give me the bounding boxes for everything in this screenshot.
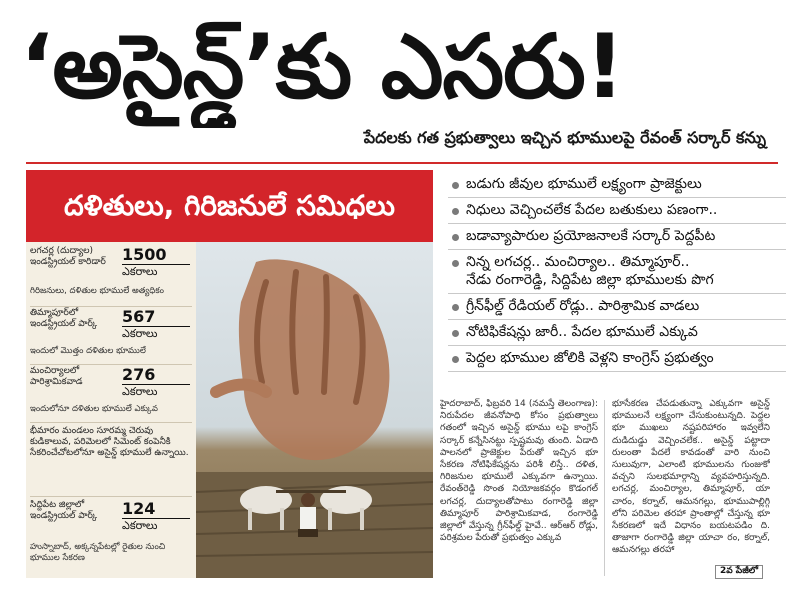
- bullet-item: పెద్దల భూముల జోలికి వెళ్లని కాంగ్రెస్ ప్రభుత్వం: [448, 346, 786, 372]
- stat-unit: ఎకరాలు: [122, 264, 190, 279]
- subheadline: పేదలకు గత ప్రభుత్వాలు ఇచ్చిన భూములపై రేవంత్ సర్కార్ కన్ను: [363, 128, 766, 147]
- bullet-item: బడావ్యాపారుల ప్రయోజనాలకే సర్కార్ పెద్దపీట: [448, 224, 786, 250]
- bullet-dot-icon: [452, 234, 459, 241]
- stat-number: 567: [122, 307, 156, 326]
- stat-siddipet: [30, 500, 192, 574]
- body-column-2: భూసేకరణ చేపడుతున్నా ఎక్కువగా అసైన్డ్ భూములనే లక్ష్యంగా చేసుకుంటున్నది. పెద్దల భూ ముఖలు నష్టపరిహారం ఇవ్వలేని దుడిదుడ్డు వెచ్చించలేక.. అసైన్డ్ పట్టాదా రులంతా పేదలే కావడంతో వారి నుంచి సులువుగా, ఎలాంటి భూములను గుంజుకో వచ్చని సులభమార్గాన్ని వ్యవహరిస్తున్నది. లగచర్ల, మంచిర్యాల, తిమ్మాపూర్, యా చారం, కర్నాల్, ఆమనగల్లు, భూముపాల్లిగ్గి లోని పరిమెల తరహా ప్రాంతాల్లో చేస్తున్న భూ సేకరణలో ఇదే విధానం బయటపడిం ది. తాజాగా రంగారెడ్డి జిల్లా యాచా రం, కర్నాల్, ఆమనగల్లు తరహా: [612, 399, 770, 556]
- stat-label: లగచర్ల (దుద్యాల) ఇండస్ట్రియల్ కారిడార్: [30, 246, 106, 267]
- bullet-dot-icon: [452, 356, 459, 363]
- bullet-dot-icon: [452, 304, 459, 311]
- stat-number: 124: [122, 499, 156, 518]
- bullet-item: గ్రీన్‌ఫీల్డ్ రేడియల్ రోడ్లు.. పారిశ్రామిక వాడలు: [448, 294, 786, 320]
- stat-footnote: గిరిజనులు, దళితుల భూములే అత్యధికం: [30, 286, 164, 296]
- stat-number: 1500: [122, 245, 167, 264]
- stat-timmapur: [30, 308, 192, 365]
- stat-number: 276: [122, 365, 156, 384]
- bullet-item: బడుగు జీవుల భూములే లక్ష్యంగా ప్రాజెక్టులు: [448, 172, 786, 198]
- stat-label: సిద్దిపేట జిల్లాలో ఇండస్ట్రియల్ పార్క్: [30, 500, 98, 521]
- infographic-panel: [26, 170, 433, 578]
- stats-column: [26, 242, 196, 578]
- stat-label: తిమ్మాపూర్‌లో ఇండస్ట్రియల్ పార్క్: [30, 308, 98, 329]
- stat-footnote: ఇందులోనూ దళితుల భూములే ఎక్కువ: [30, 404, 158, 414]
- continued-on-page-2[interactable]: 2వ పేజీలో: [715, 565, 763, 579]
- body-column-1: హైదరాబాద్, ఫిబ్రవరి 14 (నమస్తే తెలంగాణ): నిరుపేదల జీవనోపాధి కోసం ప్రభుత్వాలు గతంలో ఇచ్చిన అసైన్డ్ భూము లపై కాంగ్రెస్ సర్కార్ కన్నేసినట్టు స్పష్టమవు తుంది. ఏడాది పాలనలో ప్రాజెక్టుల పేరుతో ఇచ్చిన భూ సేకరణ నోటిఫికేషన్లను పరిశీ లిస్తే.. దళిత, గిరిజనుల భూములే ఎక్కువగా ఉన్నాయి. రేవంత్‌రెడ్డి సొంత నియోజకవర్గం కొడంగల్ లగచర్ల, దుద్యాలతోపాటు రంగారెడ్డి జిల్లా తిమ్మాపూర్ పారిశ్రామికవాడ, రంగారెడ్డి జిల్లాలో వేస్తున్న గ్రీన్‌ఫీల్డ్ హైవే.. ఆర్ఆర్ రోడ్లు, పరిశ్రమల పేరుతో ప్రభుత్వం ఎక్కువ: [440, 399, 598, 544]
- hand-over-farmer-illustration: [196, 242, 433, 578]
- stat-unit: ఎకరాలు: [122, 384, 190, 399]
- stat-footnote: ఇందులో మొత్తం దళితుల భూములే: [30, 346, 146, 356]
- headline: ‘అసైన్డ్’కు ఎసరు!: [20, 15, 624, 118]
- bullet-item: నోటిఫికేషన్లు జారీ.. పేదల భూములే ఎక్కువ: [448, 320, 786, 346]
- stat-mancherial: [30, 366, 192, 423]
- stat-unit: ఎకరాలు: [122, 326, 190, 341]
- bullet-list: [448, 172, 786, 372]
- photo-illustration: [196, 242, 433, 578]
- stat-unit: ఎకరాలు: [122, 518, 190, 533]
- stat-footnote: హుస్నాబాద్, అక్కన్నపేటల్లో రైతుల నుంచి భూముల సేకరణ: [30, 542, 166, 563]
- stat-lagacharla: [30, 246, 192, 307]
- bullet-dot-icon: [452, 330, 459, 337]
- bullet-dot-icon: [452, 208, 459, 215]
- divider: [26, 162, 778, 164]
- panel-title: దళితులు, గిరిజనులే సమిధలు: [26, 170, 433, 242]
- bullet-dot-icon: [452, 260, 459, 267]
- bullet-item: నిధులు వెచ్చించలేక పేదల బతుకులు పణంగా..: [448, 198, 786, 224]
- bullet-dot-icon: [452, 182, 459, 189]
- stat-label: భీమారం మండలం సూరమ్మ చెరువు కుడికాలువ, పరిమెలలో సిమెంట్ కంపెనీకి సేకరించేచోటలోనూ అసైన్డ్ భూములే ఉన్నాయి.: [30, 426, 189, 458]
- column-divider: [604, 400, 605, 576]
- bullet-item: నిన్న లగచర్ల.. మంచిర్యాల.. తిమ్మాపూర్.. నేడు రంగారెడ్డి, సిద్దిపేట జిల్లా భూములకు పొగ: [448, 250, 786, 294]
- stat-bhimaram: [30, 426, 192, 497]
- stat-label: మంచిర్యాలలో పారిశ్రామికవాడ: [30, 366, 83, 387]
